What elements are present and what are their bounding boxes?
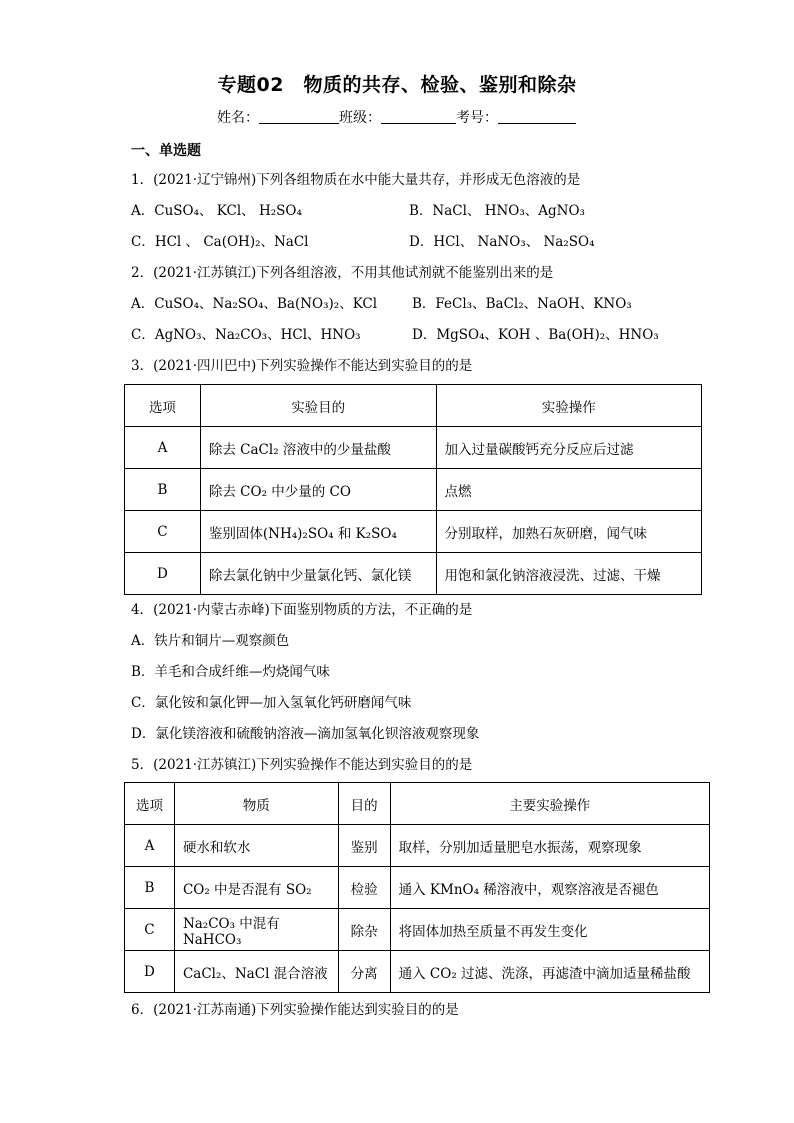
substance-cell: Na₂CO₃ 中混有 NaHCO₃: [174, 909, 338, 951]
option-cell: B: [125, 867, 175, 909]
class-blank[interactable]: [381, 109, 456, 124]
operation-cell: 通入 CO₂ 过滤、洗涤，再滤渣中滴加适量稀盐酸: [390, 951, 709, 993]
option-cell: D: [125, 951, 175, 993]
option-cell: A: [125, 427, 201, 469]
q2-option-a: A．CuSO₄、Na₂SO₄、Ba(NO₃)₂、KCl: [131, 296, 378, 312]
table-row: [125, 825, 710, 867]
table-header-cell: 物质: [174, 783, 338, 825]
q2-stem: 2．(2021·江苏镇江)下列各组溶液，不用其他试剂就不能鉴别出来的是: [131, 265, 554, 281]
operation-cell: 用饱和氯化钠溶液浸洗、过滤、干燥: [436, 553, 701, 595]
number-blank[interactable]: [498, 109, 576, 124]
table-header-cell: 主要实验操作: [390, 783, 709, 825]
q5-stem: 5．(2021·江苏镇江)下列实验操作不能达到实验目的的是: [131, 757, 473, 773]
q2-option-c: C．AgNO₃、Na₂CO₃、HCl、HNO₃: [131, 327, 361, 343]
table-header-cell: 选项: [125, 783, 175, 825]
q4-option-b: B．羊毛和合成纤维—灼烧闻气味: [131, 664, 330, 680]
operation-cell: 将固体加热至质量不再发生变化: [390, 909, 709, 951]
q2-option-b: B．FeCl₃、BaCl₂、NaOH、KNO₃: [412, 296, 632, 312]
q1-option-c: C．HCl 、 Ca(OH)₂、NaCl: [131, 234, 309, 250]
operation-cell: 分别取样，加熟石灰研磨，闻气味: [436, 511, 701, 553]
name-blank[interactable]: [259, 109, 339, 124]
option-cell: A: [125, 825, 175, 867]
q1-option-b: B．NaCl、 HNO₃、AgNO₃: [409, 203, 585, 219]
option-cell: C: [125, 909, 175, 951]
operation-cell: 加入过量碳酸钙充分反应后过滤: [436, 427, 701, 469]
goal-cell: 除杂: [338, 909, 390, 951]
student-info-line: [217, 107, 576, 127]
operation-cell: 通入 KMnO₄ 稀溶液中，观察溶液是否褪色: [390, 867, 709, 909]
substance-cell: CO₂ 中是否混有 SO₂: [174, 867, 338, 909]
q1-option-a: A．CuSO₄、 KCl、 H₂SO₄: [131, 203, 302, 219]
table-header-cell: 实验操作: [436, 385, 701, 427]
table-row: [125, 909, 710, 951]
q5-table: [124, 782, 710, 993]
number-label: 考号：: [456, 110, 498, 126]
option-cell: B: [125, 469, 201, 511]
table-header-row: [125, 385, 702, 427]
q4-stem: 4．(2021·内蒙古赤峰)下面鉴别物质的方法，不正确的是: [131, 602, 473, 618]
table-row: [125, 511, 702, 553]
table-header-row: [125, 783, 710, 825]
purpose-cell: 除去 CO₂ 中少量的 CO: [200, 469, 436, 511]
goal-cell: 鉴别: [338, 825, 390, 867]
purpose-cell: 除去氯化钠中少量氯化钙、氯化镁: [200, 553, 436, 595]
substance-cell: CaCl₂、NaCl 混合溶液: [174, 951, 338, 993]
goal-cell: 分离: [338, 951, 390, 993]
class-label: 班级：: [339, 110, 381, 126]
table-header-cell: 实验目的: [200, 385, 436, 427]
table-row: [125, 553, 702, 595]
table-header-cell: 目的: [338, 783, 390, 825]
table-row: [125, 469, 702, 511]
q1-option-d: D．HCl、 NaNO₃、 Na₂SO₄: [409, 234, 595, 250]
q2-option-d: D．MgSO₄、KOH 、Ba(OH)₂、HNO₃: [412, 327, 659, 343]
table-row: [125, 427, 702, 469]
q6-stem: 6．(2021·江苏南通)下列实验操作能达到实验目的的是: [131, 1002, 459, 1018]
table-header-cell: 选项: [125, 385, 201, 427]
purpose-cell: 除去 CaCl₂ 溶液中的少量盐酸: [200, 427, 436, 469]
option-cell: C: [125, 511, 201, 553]
section-heading: 一、单选题: [131, 143, 201, 159]
q4-option-d: D．氯化镁溶液和硫酸钠溶液—滴加氢氧化钡溶液观察现象: [131, 726, 480, 742]
goal-cell: 检验: [338, 867, 390, 909]
purpose-cell: 鉴别固体(NH₄)₂SO₄ 和 K₂SO₄: [200, 511, 436, 553]
q4-option-a: A．铁片和铜片—观察颜色: [131, 633, 290, 649]
substance-cell: 硬水和软水: [174, 825, 338, 867]
q3-stem: 3．(2021·四川巴中)下列实验操作不能达到实验目的的是: [131, 358, 473, 374]
page-title: 专题02 物质的共存、检验、鉴别和除杂: [217, 74, 577, 96]
table-row: [125, 867, 710, 909]
table-row: [125, 951, 710, 993]
q3-table: [124, 384, 702, 595]
name-label: 姓名：: [217, 110, 259, 126]
option-cell: D: [125, 553, 201, 595]
operation-cell: 取样，分别加适量肥皂水振荡，观察现象: [390, 825, 709, 867]
q4-option-c: C．氯化铵和氯化钾—加入氢氧化钙研磨闻气味: [131, 695, 412, 711]
q1-stem: 1．(2021·辽宁锦州)下列各组物质在水中能大量共存，并形成无色溶液的是: [131, 172, 581, 188]
operation-cell: 点燃: [436, 469, 701, 511]
